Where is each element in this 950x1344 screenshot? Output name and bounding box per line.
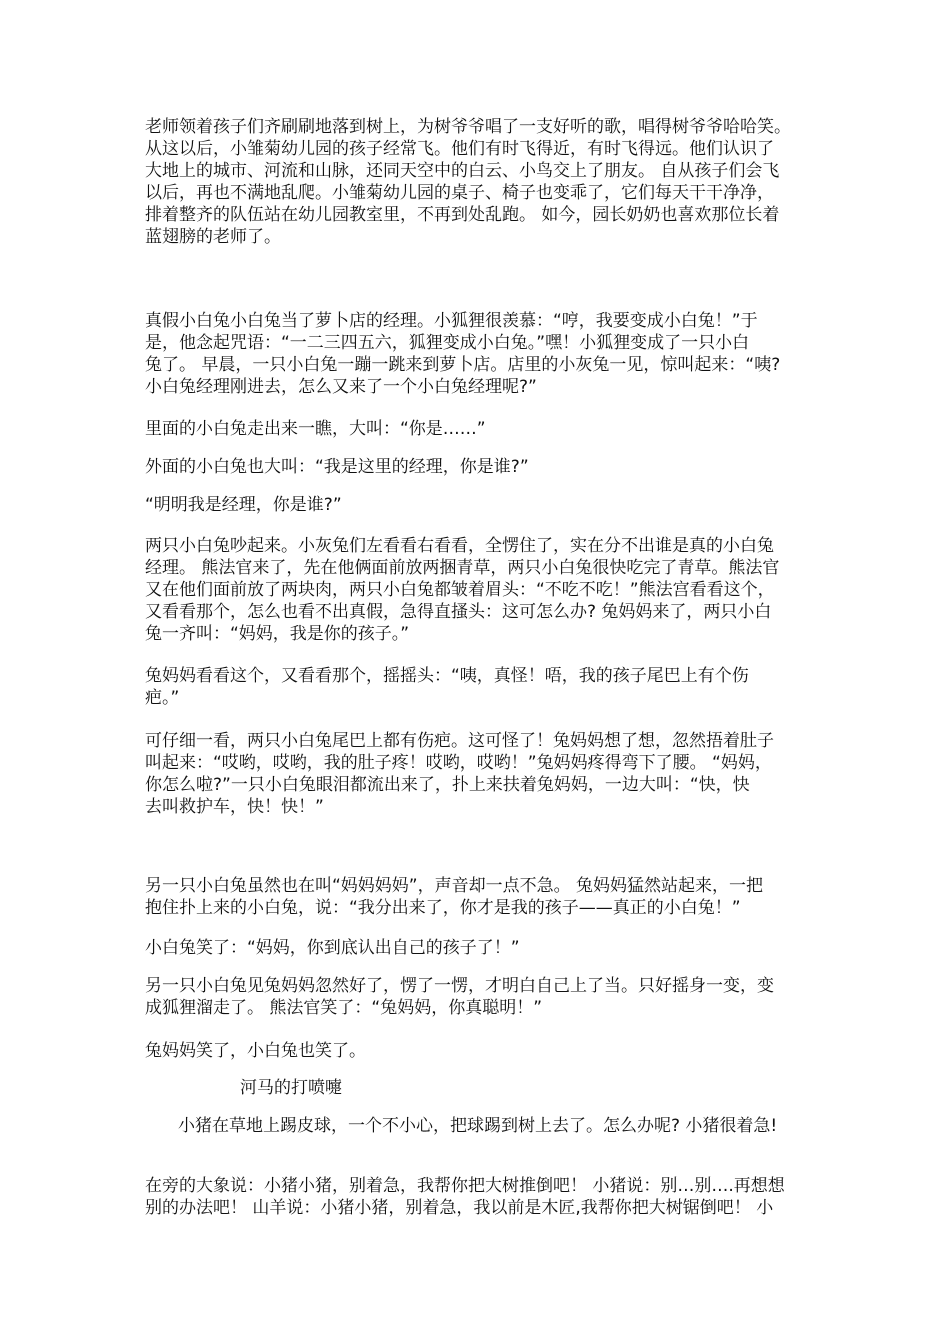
story-title xyxy=(240,1077,540,1099)
text-line: 去叫救护车，快！快！” xyxy=(145,797,324,817)
text-line: 又在他们面前放了两块肉，两只小白兔都皱着眉头：“不吃不吃！”熊法宫看看这个， xyxy=(145,580,775,600)
text-line: 小白兔笑了：“妈妈，你到底认出自己的孩子了！” xyxy=(145,938,520,958)
text-line: 两只小白兔吵起来。小灰兔们左看看右看看，全愣住了，实在分不出谁是真的小白兔 xyxy=(145,536,774,556)
text-line: 兔了。 早晨，一只小白兔一蹦一跳来到萝卜店。店里的小灰兔一见，惊叫起来：“咦? xyxy=(145,355,781,375)
text-line: 另一只小白兔虽然也在叫“妈妈妈妈”，声音却一点不急。 兔妈妈猛然站起来，一把 xyxy=(145,876,764,896)
paragraph-piglet xyxy=(178,1115,810,1137)
text-line: 你怎么啦?”一只小白兔眼泪都流出来了，扑上来扶着兔妈妈，一边大叫：“快，快 xyxy=(145,775,750,795)
text-line: “明明我是经理，你是谁?” xyxy=(145,495,342,515)
text-line: 大地上的城市、河流和山脉，还同天空中的白云、小鸟交上了朋友。 自从孩子们会飞 xyxy=(145,161,780,181)
text-line: 疤。” xyxy=(145,688,180,708)
text-line: 从这以后，小雏菊幼儿园的孩子经常飞。他们有时飞得近，有时飞得远。他们认识了 xyxy=(145,139,774,159)
text-line: 兔妈妈看看这个，又看看那个，摇摇头：“咦，真怪！唔，我的孩子尾巴上有个伤 xyxy=(145,666,749,686)
text-line: 另一只小白兔见兔妈妈忽然好了，愣了一愣，才明白自己上了当。只好摇身一变，变 xyxy=(145,976,774,996)
text-line: 又看看那个，怎么也看不出真假，急得直搔头：这可怎么办? 兔妈妈来了，两只小白 xyxy=(145,602,772,622)
text-line: 里面的小白兔走出来一瞧，大叫：“你是……” xyxy=(145,419,486,439)
paragraph-scar xyxy=(145,730,810,818)
text-line: 叫起来：“哎哟，哎哟，我的肚子疼！哎哟，哎哟！”兔妈妈疼得弯下了腰。 “妈妈， xyxy=(145,753,772,773)
paragraph-rabbit-intro xyxy=(145,310,810,398)
paragraph-mother xyxy=(145,665,810,709)
paragraph-ending xyxy=(145,1040,810,1062)
paragraph-other-rabbit xyxy=(145,875,810,919)
text-line: 小猪在草地上踢皮球，一个不小心，把球踢到树上去了。怎么办呢? 小猪很着急! xyxy=(178,1116,778,1136)
text-line: 成狐狸溜走了。 熊法官笑了：“兔妈妈，你真聪明！” xyxy=(145,998,543,1018)
text-line: 真假小白兔小白兔当了萝卜店的经理。小狐狸很羡慕：“哼，我要变成小白兔！”于 xyxy=(145,311,758,331)
text-line: 外面的小白兔也大叫：“我是这里的经理，你是谁?” xyxy=(145,457,529,477)
text-line: 老师领着孩子们齐刷刷地落到树上，为树爷爷唱了一支好听的歌，唱得树爷爷哈哈笑。 xyxy=(145,117,791,137)
paragraph-rabbit-argue xyxy=(145,494,810,516)
paragraph-rabbit-laughs xyxy=(145,937,810,959)
text-line: 抱住扑上来的小白兔，说：“我分出来了，你才是我的孩子——真正的小白兔！” xyxy=(145,898,741,918)
text-line: 以后，再也不满地乱爬。小雏菊幼儿园的桌子、椅子也变乖了，它们每天干干净净， xyxy=(145,183,774,203)
paragraph-rabbit-outside xyxy=(145,456,810,478)
text-line: 经理。 熊法官来了，先在他俩面前放两捆青草，两只小白兔很快吃完了青草。熊法官 xyxy=(145,558,780,578)
paragraph-judge xyxy=(145,535,810,645)
title-text: 河马的打喷嚏 xyxy=(240,1078,342,1098)
text-line: 小白兔经理刚进去，怎么又来了一个小白兔经理呢?” xyxy=(145,377,537,397)
paragraph-rabbit-inside xyxy=(145,418,810,440)
paragraph-helpers xyxy=(145,1175,810,1219)
text-line: 兔妈妈笑了，小白兔也笑了。 xyxy=(145,1041,366,1061)
text-line: 在旁的大象说：小猪小猪，别着急，我帮你把大树推倒吧！ 小猪说：别…别….再想想 xyxy=(145,1176,785,1196)
text-line: 兔一齐叫：“妈妈，我是你的孩子。” xyxy=(145,624,410,644)
text-line: 排着整齐的队伍站在幼儿园教室里，不再到处乱跑。 如今，园长奶奶也喜欢那位长着 xyxy=(145,205,780,225)
paragraph-flying-kids xyxy=(145,116,810,248)
text-line: 别的办法吧！ 山羊说：小猪小猪，别着急，我以前是木匠,我帮你把大树锯倒吧！ 小 xyxy=(145,1198,774,1218)
paragraph-fox-leaves xyxy=(145,975,810,1019)
text-line: 蓝翅膀的老师了。 xyxy=(145,227,281,247)
text-line: 是，他念起咒语：“一二三四五六，狐狸变成小白兔。”嘿！小狐狸变成了一只小白 xyxy=(145,333,750,353)
text-line: 可仔细一看，两只小白兔尾巴上都有伤疤。这可怪了！兔妈妈想了想，忽然捂着肚子 xyxy=(145,731,774,751)
